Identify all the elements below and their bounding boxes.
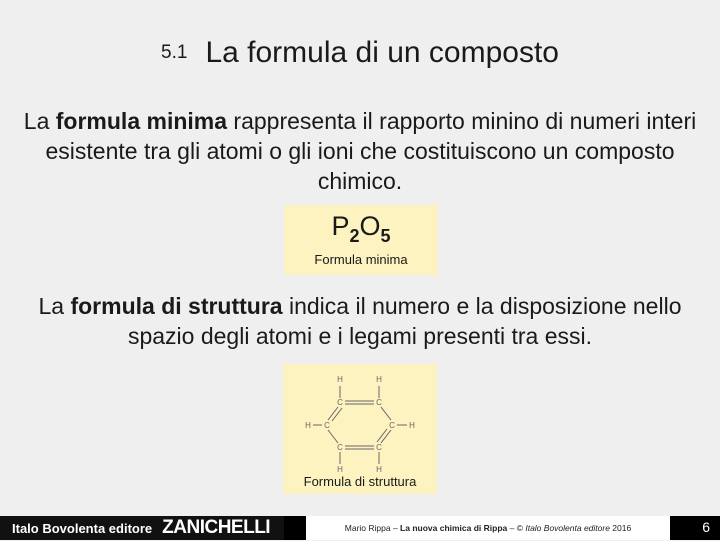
atom-h-right: H [409, 421, 415, 430]
atom-h-top-left: H [337, 375, 343, 384]
section-number: 5.1 [161, 42, 188, 63]
title-row [0, 36, 720, 70]
para2-text-start: La [38, 293, 71, 319]
footer-publisher-block [0, 516, 284, 540]
formula-element-o: O [359, 211, 381, 241]
paragraph-formula-minima [20, 106, 700, 196]
atom-c-upper-left: C [337, 398, 343, 407]
footer-book-title: La nuova chimica di Rippa [400, 523, 508, 533]
benzene-structure-diagram [303, 372, 417, 474]
footer-bar [0, 516, 720, 540]
atom-c-lower-left: C [337, 443, 343, 452]
formula-subscript-5: 5 [380, 226, 391, 246]
footer-author: Mario Rippa – [344, 523, 401, 533]
footer-year: 2016 [609, 523, 632, 533]
paragraph-formula-struttura [20, 291, 700, 351]
zanichelli-logo: ZANICHELLI [162, 517, 271, 538]
structure-caption: Formula di struttura [303, 474, 417, 489]
footer-credit [306, 516, 670, 540]
para1-text-end: rappresenta il rapporto minino di numeri interi esistente tra gli atomi o gli ioni che costituiscono un composto chimico. [45, 108, 697, 194]
formula-element-p: P [331, 211, 350, 241]
atom-c-right: C [389, 421, 395, 430]
formula-p2o5 [284, 211, 438, 247]
atom-c-lower-right: C [376, 443, 382, 452]
para2-text-end: indica il numero e la disposizione nello spazio degli atomi e i legami presenti tra essi. [127, 293, 682, 349]
footer-editor: Italo Bovolenta editore [525, 523, 610, 533]
publisher-name: Italo Bovolenta editore [12, 521, 153, 536]
footer-separator: – © [507, 523, 526, 533]
atom-h-top-right: H [376, 375, 382, 384]
para1-text-start: La [23, 108, 56, 134]
para2-bold-term: formula di struttura [70, 293, 283, 319]
atom-c-upper-right: C [376, 398, 382, 407]
formula-minima-box [284, 205, 438, 275]
atom-h-bottom-left: H [337, 465, 343, 474]
formula-subscript-2: 2 [349, 226, 360, 246]
para1-bold-term: formula minima [55, 108, 228, 134]
structure-box [283, 364, 437, 494]
page-title: La formula di un composto [205, 36, 559, 69]
atom-h-bottom-right: H [376, 465, 382, 474]
atom-h-left: H [305, 421, 311, 430]
formula-minima-caption: Formula minima [314, 252, 408, 267]
atom-c-left: C [324, 421, 330, 430]
page-number: 6 [702, 519, 710, 535]
